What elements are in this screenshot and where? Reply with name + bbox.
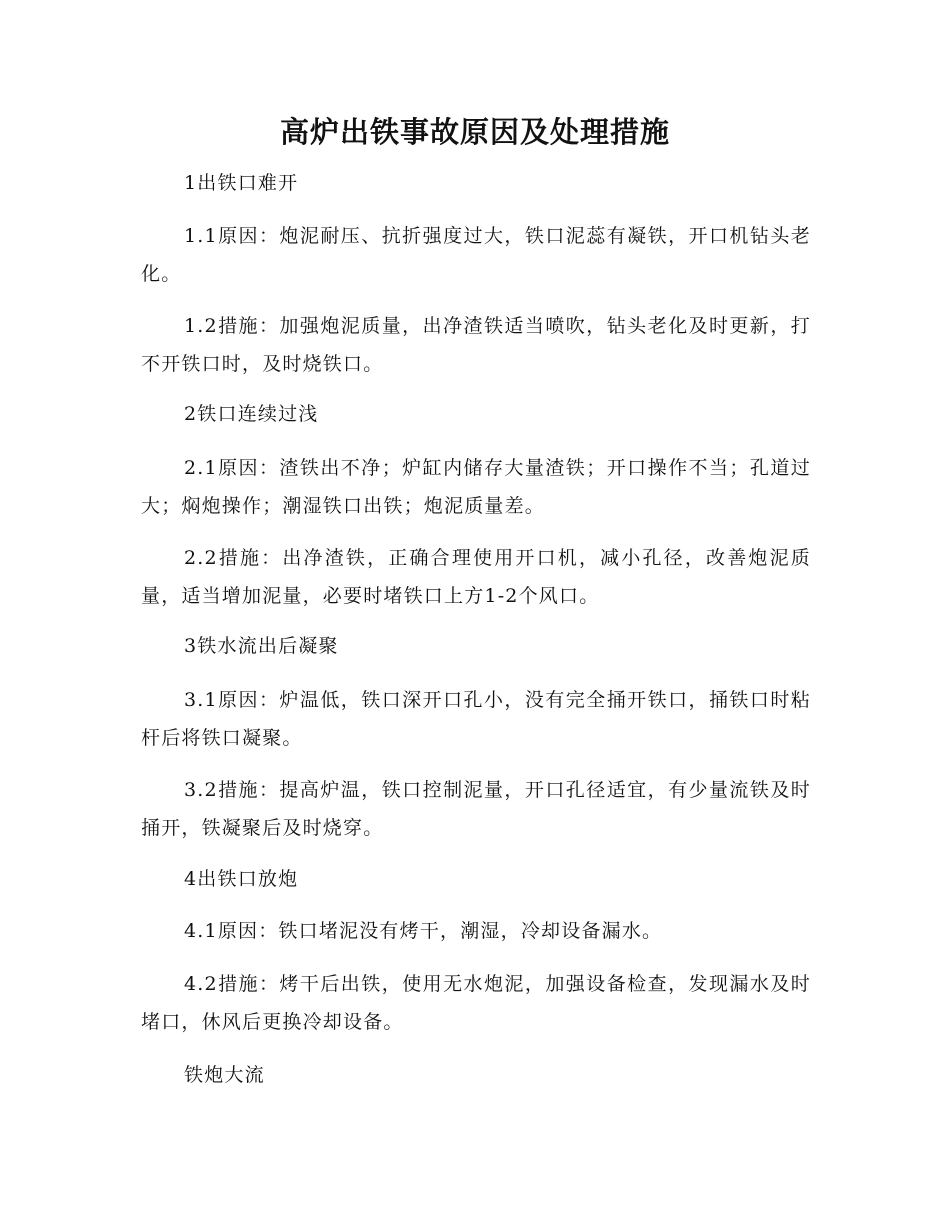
section-1-measure: 1.2措施：加强炮泥质量，出净渣铁适当喷吹，钻头老化及时更新，打不开铁口时，及时烧铁口。 [141, 315, 811, 375]
section-2-measure: 2.2措施：出净渣铁，正确合理使用开口机，减小孔径，改善炮泥质量，适当增加泥量，必要时堵铁口上方1-2个风口。 [141, 547, 811, 607]
section-heading-2: 2铁口连续过浅 [184, 403, 319, 425]
section-1-cause: 1.1原因：炮泥耐压、抗折强度过大，铁口泥蕊有凝铁，开口机钻头老化。 [141, 225, 811, 285]
section-heading-3: 3铁水流出后凝聚 [184, 635, 339, 657]
section-2-cause: 2.1原因：渣铁出不净；炉缸内储存大量渣铁；开口操作不当；孔道过大；焖炮操作；潮湿铁口出铁；炮泥质量差。 [141, 457, 811, 517]
section-heading-4: 4出铁口放炮 [184, 868, 299, 890]
section-4-measure: 4.2措施：烤干后出铁，使用无水炮泥，加强设备检查，发现漏水及时堵口，休风后更换冷却设备。 [141, 973, 811, 1033]
section-4-cause: 4.1原因：铁口堵泥没有烤干，潮湿，冷却设备漏水。 [184, 920, 663, 942]
section-heading-1: 1出铁口难开 [184, 172, 299, 194]
section-3-cause: 3.1原因：炉温低，铁口深开口孔小，没有完全捅开铁口，捅铁口时粘杆后将铁口凝聚。 [141, 689, 811, 749]
section-3-measure: 3.2措施：提高炉温，铁口控制泥量，开口孔径适宜，有少量流铁及时捅开，铁凝聚后及时烧穿。 [141, 779, 811, 839]
section-heading-5: 铁炮大流 [184, 1064, 265, 1086]
document-title: 高炉出铁事故原因及处理措施 [279, 115, 670, 149]
